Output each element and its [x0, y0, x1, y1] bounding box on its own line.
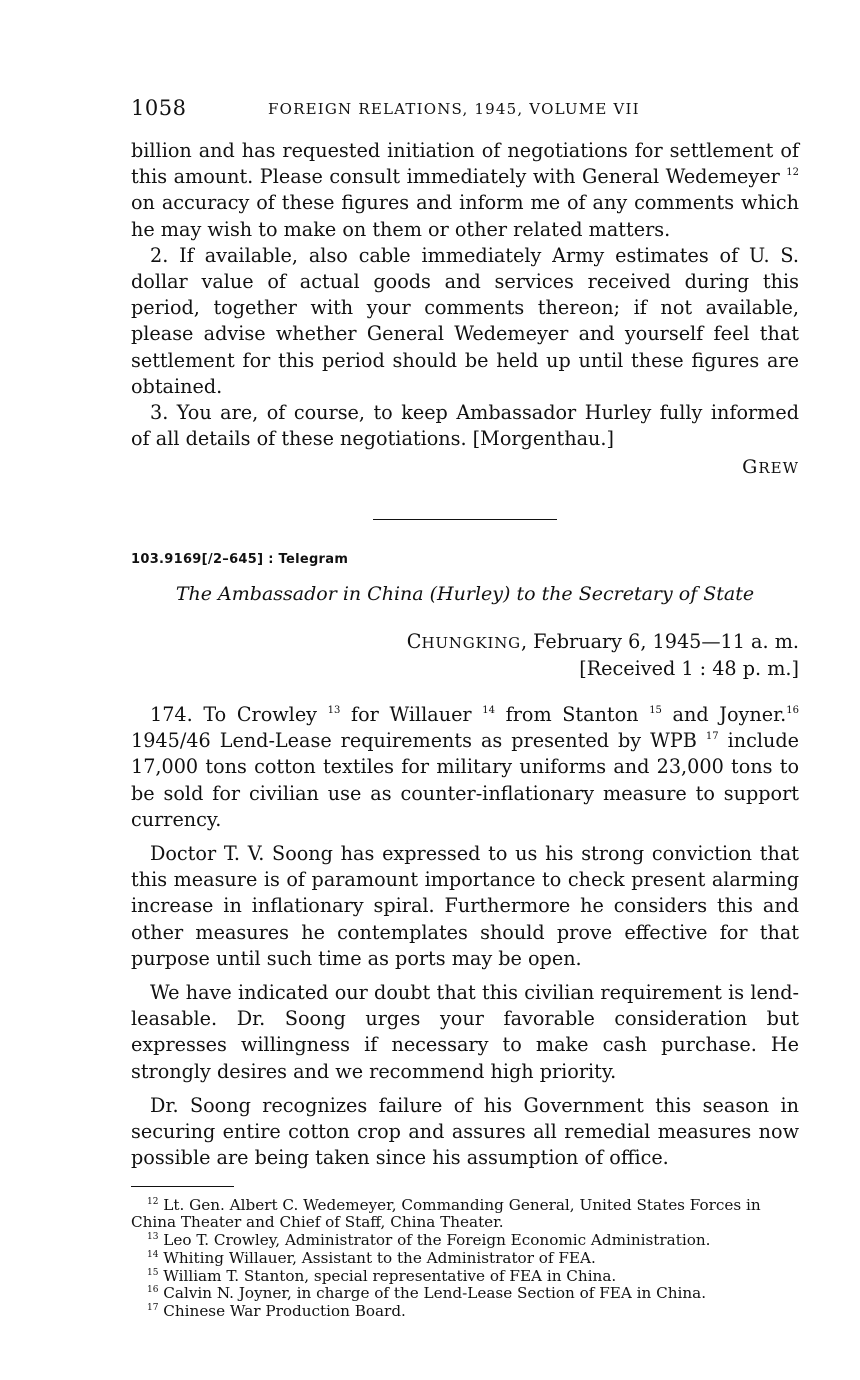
page-header [131, 96, 799, 122]
signature: GREW [742, 456, 799, 479]
footnote-14: $^{14}$ Whiting Willauer, Assistant to the Administrator of FEA. [147, 1248, 596, 1267]
continuation-paragraph-3: 3. You are, of course, to keep Ambassador Hurley fully informed of all details of these negotiations. [Morgenthau.] [131, 401, 799, 451]
continuation-paragraph-2: 2. If available, also cable immediately Army estimates of U. S. dollar value of actual goods and services received during this period, together with your comments thereon; if not available, please advise whether General Wedemeyer and yourself feel that settlement for this period should be held up until these figures are obtained. [131, 243, 799, 398]
footnote-ref-12[interactable]: 12 [786, 167, 799, 179]
telegram-paragraph-1: 174. To Crowley $^{13}$ for Willauer $^{14}$ from Stanton $^{15}$ and Joyner.$^{16}$ 1945/46 Lend-Lease requirements as presented by WPB $^{17}$ include 17,000 tons cotton textiles for military uniforms and 23,000 tons to be sold for civilian use as counter-inflationary measure to support currency. [131, 703, 799, 831]
footnote-ref-16[interactable]: 16 [786, 705, 799, 717]
section-divider [373, 519, 557, 520]
page-number: 1058 [131, 96, 187, 120]
footnote-16: $^{16}$ Calvin N. Joyner, in charge of the Lend-Lease Section of FEA in China. [147, 1284, 707, 1303]
footnote-ref-17[interactable]: 17 [705, 731, 719, 743]
footnote-12: $^{12}$ Lt. Gen. Albert C. Wedemeyer, Commanding General, United States Forces in China Theater and Chief of Staff, China Theater. [131, 1195, 761, 1232]
footnote-ref-13[interactable]: 13 [327, 705, 341, 717]
continuation-paragraph-1: billion and has requested initiation of negotiations for settlement of this amount. Please consult immediately with General Wedemeyer $^{12}$ on accuracy of these figures and inform me of any comments which he may wish to make on them or other related matters. [131, 139, 799, 241]
footnotes [131, 1197, 799, 1322]
running-head: FOREIGN RELATIONS, 1945, VOLUME VII [268, 100, 640, 118]
footnote-ref-14[interactable]: 14 [482, 705, 495, 717]
footnote-13: $^{13}$ Leo T. Crowley, Administrator of the Foreign Economic Administration. [147, 1231, 711, 1250]
dateline-place-date: CHUNGKING, February 6, 1945—11 a. m. [406, 630, 799, 654]
document-title: The Ambassador in China (Hurley) to the Secretary of State [175, 582, 755, 605]
footnote-divider [131, 1186, 234, 1187]
dateline [131, 629, 799, 682]
received-line: [Received 1 : 48 p. m.] [579, 657, 799, 681]
telegram-paragraph-3: We have indicated our doubt that this civilian requirement is lend-leasable. Dr. Soong urges your favorable consideration but expresses willingness if necessary to make cash purchase. He strongly desires and we recommend high priority. [131, 981, 799, 1083]
telegram-paragraph-4: Dr. Soong recognizes failure of his Government this season in securing entire cotton crop and assures all remedial measures now possible are being taken since his assumption of office. [131, 1093, 799, 1170]
telegram-paragraph-2: Doctor T. V. Soong has expressed to us his strong conviction that this measure is of paramount importance to check present alarming increase in inflationary spiral. Furthermore he considers this and other measures he contemplates should prove effective for that purpose until such time as ports may be open. [131, 842, 799, 970]
file-reference: 103.9169[/2–645] : Telegram [131, 551, 349, 567]
footnote-17: $^{17}$ Chinese War Production Board. [147, 1302, 406, 1321]
footnote-ref-15[interactable]: 15 [649, 705, 662, 717]
footnote-15: $^{15}$ William T. Stanton, special representative of FEA in China. [147, 1266, 617, 1285]
body-text [131, 138, 799, 1321]
